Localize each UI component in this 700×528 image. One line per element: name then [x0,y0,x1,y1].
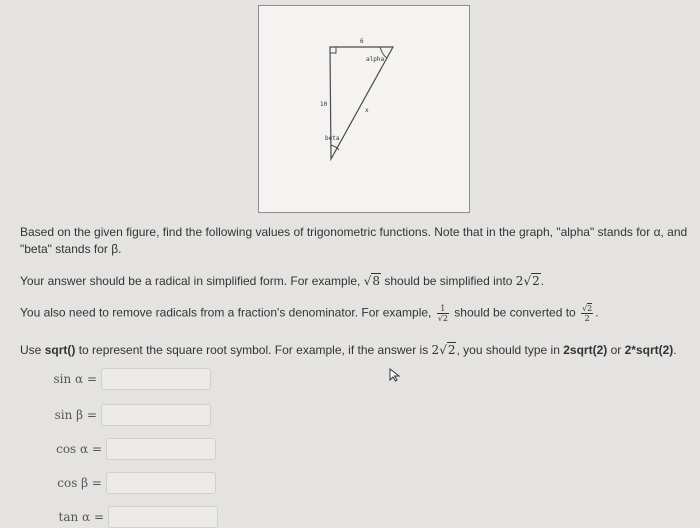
answer-input-tan-alpha[interactable] [108,506,218,528]
angle-label-beta: beta [325,135,340,142]
triangle-shape [330,47,393,159]
p3-text-pre: You also need to remove radicals from a fraction's denominator. For example, [20,305,432,320]
triangle-diagram [259,6,469,212]
answer-label-tan-alpha: tan α = [58,510,104,524]
sqrt-8-example: √8 [363,274,381,288]
p2-text-pre: Your answer should be a radical in simplified form. For example, [20,274,361,288]
side-label-hypotenuse: x [365,107,369,114]
answer-row-tan-alpha [52,506,218,528]
answer-row-sin-alpha [45,368,211,390]
answer-input-cos-beta[interactable] [106,472,216,494]
triangle-figure [258,5,470,213]
code-example-2: 2*sqrt(2) [624,343,674,357]
instruction-paragraph-2: Your answer should be a radical in simplified form. For example, √8 should be simplified into 2√2. [20,274,545,288]
instruction-paragraph-1: Based on the given figure, find the following values of trigonometric functions. Note that in the graph, "alpha" stands for α, and "beta" stands for β. [20,225,688,256]
instruction-paragraph-3: You also need to remove radicals from a fraction's denominator. For example, $\frac{1}{√2}$ should be converted to $\frac{√2}{2}$ . [20,304,599,323]
answer-input-cos-alpha[interactable] [106,438,216,460]
answer-label-cos-alpha: cos α = [56,442,102,456]
arrow-cursor-icon [389,368,401,382]
answer-row-cos-beta [50,472,216,494]
right-angle-marker [330,47,336,53]
side-label-left: 10 [320,101,328,108]
sqrt-2-answer-example: √2 [439,343,456,357]
fraction-sqrt2-over-2: $\frac{√2}{2}$ [582,304,593,323]
side-label-top: 6 [360,38,364,45]
angle-label-alpha: alpha [366,56,385,63]
answer-label-cos-beta: cos β = [57,476,102,490]
sqrt-keyword: sqrt() [44,343,76,357]
sqrt-2-example: √2 [523,274,540,288]
answer-row-sin-beta [45,404,211,426]
answer-row-cos-alpha [50,438,216,460]
answer-label-sin-alpha: sin α = [53,372,97,386]
p3-text-mid: should be converted to [454,305,576,320]
p2-text-mid: should be simplified into [384,274,513,288]
code-example-1: 2sqrt(2) [563,343,608,357]
answer-label-sin-beta: sin β = [54,408,97,422]
fraction-1-over-sqrt2: $\frac{1}{√2}$ [437,304,448,323]
answer-input-sin-alpha[interactable] [101,368,211,390]
instruction-paragraph-4: Use sqrt() to represent the square root symbol. For example, if the answer is 2√2, you should type in 2sqrt(2) or 2*sqrt(2). [20,343,677,357]
answer-input-sin-beta[interactable] [101,404,211,426]
